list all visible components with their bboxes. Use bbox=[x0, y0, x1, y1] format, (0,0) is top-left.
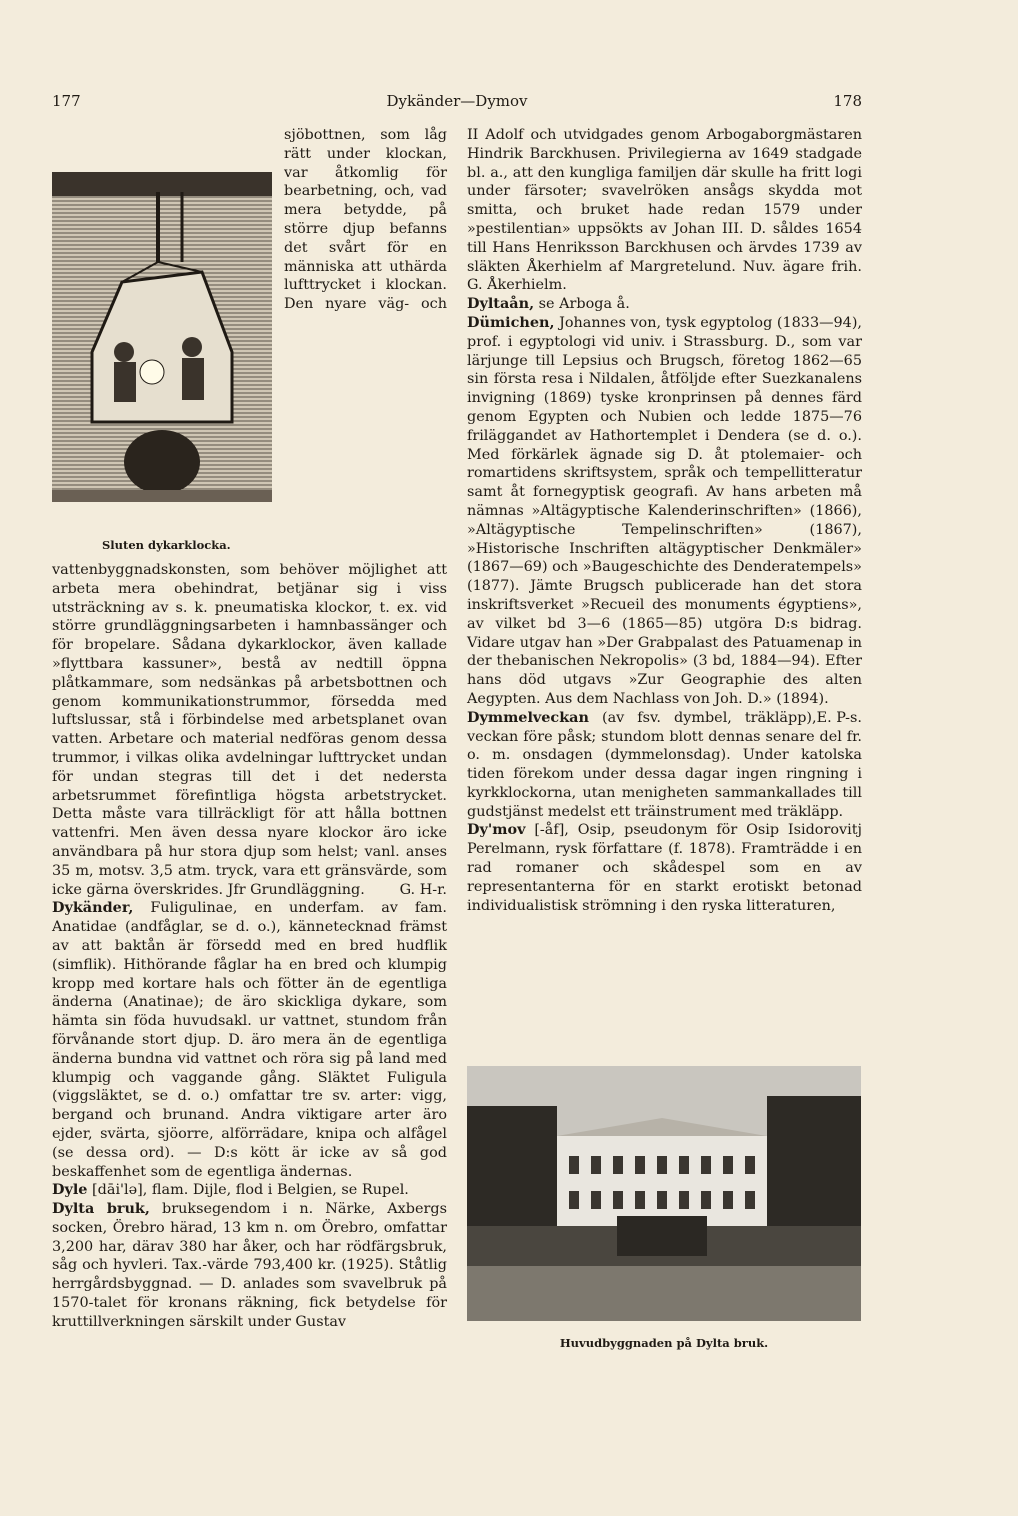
entry-text: [-åf], Osip, pseudonym för Osip Isidorovitj Perelmann, rysk författare (f. 1878). Framträdde i en rad romaner och skådespel som en av representanterna för en starkt erotiskt betonad individualistisk strömning i den ryska litteraturen, bbox=[467, 822, 862, 914]
entry-headword: Dümichen, bbox=[467, 313, 555, 331]
entry-dyle bbox=[52, 1181, 447, 1200]
author-signature: E. P-s. bbox=[816, 709, 862, 726]
entry-text: [dāi'lə], flam. Dijle, flod i Belgien, se Rupel. bbox=[92, 1182, 409, 1199]
running-header bbox=[52, 92, 862, 114]
diving-bell-figure bbox=[52, 172, 274, 557]
entry-text: Johannes von, tysk egyptolog (1833—94), prof. i egyptologi vid univ. i Strassburg. D., som var lärjunge till Lepsius och Brugsch, företog 1862—65 sin första resa i Nildalen, åtföljde efter Suezkanalens invigning (1869) tyske kronprinsen på dennes färd genom Egypten och Nubien och ledde 1875—76 friläggandet av Hathortemplet i Dendera (se d. o.). Med förkärlek ägnade sig D. åt ptolemaier- och romartidens skriftsystem, språk och tempellitteratur samt åt fornegyptisk geografi. Av hans arbeten må nämnas »Altägyptische Kalenderinschriften» (1866), »Altägyptische Tempelinschriften» (1867), »Historische Inschriften altägyptischer Denkmäler» (1867—69) och »Baugeschichte des Denderatempels» (1877). Jämte Brugsch publicerade han det stora inskriftsverket »Recueil des monuments égyptiens», av vilket bd 3—6 (1865—85) utgöra D:s bidrag. Vidare utgav han »Der Grabpalast des Patuamenap in der thebanischen Nekropolis» (3 bd, 1884—94). Efter hans död utgavs »Zur Geographie des alten Aegypten. Aus dem Nachlass von Joh. D.» (1894). bbox=[467, 314, 863, 707]
page-number-right: 178 bbox=[833, 92, 862, 110]
manor-caption: Huvudbyggnaden på Dylta bruk. bbox=[559, 1336, 769, 1350]
entry-dyltaan bbox=[467, 295, 862, 314]
paragraph-text: sjöbottnen, som låg rätt under klockan, var åtkomlig för bearbetning, och, vad mera betydde, på större djup befanns det svårt för en människa att uthärda lufttrycket i klockan. Den nyare väg- och vattenbyggnadskonsten, som behöver möjlighet att arbeta mera obehindrat, betjänar sig i viss utsträckning av s. k. pneumatiska klockor, t. ex. vid större grundläggningsarbeten i hamnbassänger och för bropelare. Sådana dykarklockor, även kallade »flyttbara kassuner», bestå av nedtill öppna plåtkammare, som nedsänkas på arbetsbottnen och genom kommunikationstrummor, försedda med luftslussar, stå i förbindelse med arbetsplanet ovan vatten. Arbetare och material nedföras genom dessa trummor, i vilkas olika avdelningar lufttrycket undan för undan stegras till det i det nedersta arbetsrummet förefintliga högsta arbetstrycket. Detta måste vara tillräckligt för att hålla bottnen vattenfri. Men även dessa nyare klockor äro icke användbara på hur stora djup som helst; vanl. anses 35 m, motsv. 3,5 atm. tryck, vara ett gränsvärde, som icke gärna överskrides. Jfr Grundläggning. bbox=[52, 127, 447, 898]
entry-text: Fuligulinae, en underfam. av fam. Anatidae (andfåglar, se d. o.), kännetecknad främst av att baktån är försedd med en bred hudflik (simflik). Hithörande fåglar ha en bred och klumpig kropp med kortare hals och fötter än de egentliga änderna (Anatinae); de äro skickliga dykare, som hämta sin föda huvudsakl. ur vattnet, stundom från förvånande stort djup. D. äro mera än de egentliga änderna bundna vid vattnet och röra sig på land med klumpig och vaggande gång. Släktet Fuligula (viggsläktet, se d. o.) omfattar tre sv. arter: vigg, bergand och brunand. Andra viktigare arter äro ejder, svärta, sjöorre, alförrädare, knipa och alfågel (se dessa ord). — D:s kött är icke av så god beskaffenhet som de egentliga ändernas. bbox=[52, 900, 447, 1180]
running-title: Dykänder—Dymov bbox=[386, 92, 528, 110]
diving-bell-engraving bbox=[52, 172, 272, 532]
right-column bbox=[467, 126, 862, 915]
entry-dylta-bruk bbox=[52, 1200, 447, 1332]
entry-dykander bbox=[52, 899, 447, 1181]
entry-headword: Dyle bbox=[52, 1181, 88, 1199]
entry-dylta-bruk-continued: II Adolf och utvidgades genom Arbogaborgmästaren Hindrik Barckhusen. Privilegierna av 1649 stadgade bl. a., att den kungliga familjen där skulle ha fritt logi under färsoter; svavelröken ansågs skydda mot smitta, och bruket hade redan 1579 under »pestilentian» uppsökts av Johan III. D. såldes 1654 till Hans Henriksson Barckhusen och ärvdes 1739 av släkten Åkerhielm af Margretelund. Nuv. ägare frih. G. Åkerhielm. bbox=[467, 127, 862, 294]
entry-text: se Arboga å. bbox=[538, 296, 630, 313]
entry-headword: Dyltaån, bbox=[467, 295, 535, 313]
manor-photograph bbox=[467, 1066, 861, 1321]
author-signature: G. H-r. bbox=[399, 881, 447, 898]
entry-dymov bbox=[467, 821, 862, 915]
entry-dymmelveckan bbox=[467, 709, 862, 822]
entry-headword: Dykänder, bbox=[52, 899, 134, 917]
entry-headword: Dymmelveckan bbox=[467, 708, 589, 726]
entry-headword: Dy'mov bbox=[467, 821, 526, 839]
entry-text: (av fsv. dymbel, träkläpp), veckan före påsk; stundom blott dennas senare del fr. o. m. onsdagen (dymmelonsdag). Under katolska tiden förekom under dessa dagar ingen ringning i kyrkklockorna, utan menigheten sammankallades till gudstjänst medelst ett träinstrument med träkläpp. bbox=[467, 709, 862, 820]
page-number-left: 177 bbox=[52, 92, 81, 110]
diving-bell-caption: Sluten dykarklocka. bbox=[102, 538, 231, 552]
entry-text: bruksegendom i n. Närke, Axbergs socken, Örebro härad, 13 km n. om Örebro, omfattar 3,200 har, därav 380 har åker, och har rödfärgsbruk, såg och hyvleri. Tax.-värde 793,400 kr. (1925). Ståtlig herrgårdsbyggnad. — D. anlades som svavelbruk på 1570-talet för kronans räkning, fick betydelse för kruttillverkningen särskilt under Gustav bbox=[52, 1201, 447, 1330]
left-column bbox=[52, 126, 447, 1332]
entry-headword: Dylta bruk, bbox=[52, 1200, 150, 1218]
